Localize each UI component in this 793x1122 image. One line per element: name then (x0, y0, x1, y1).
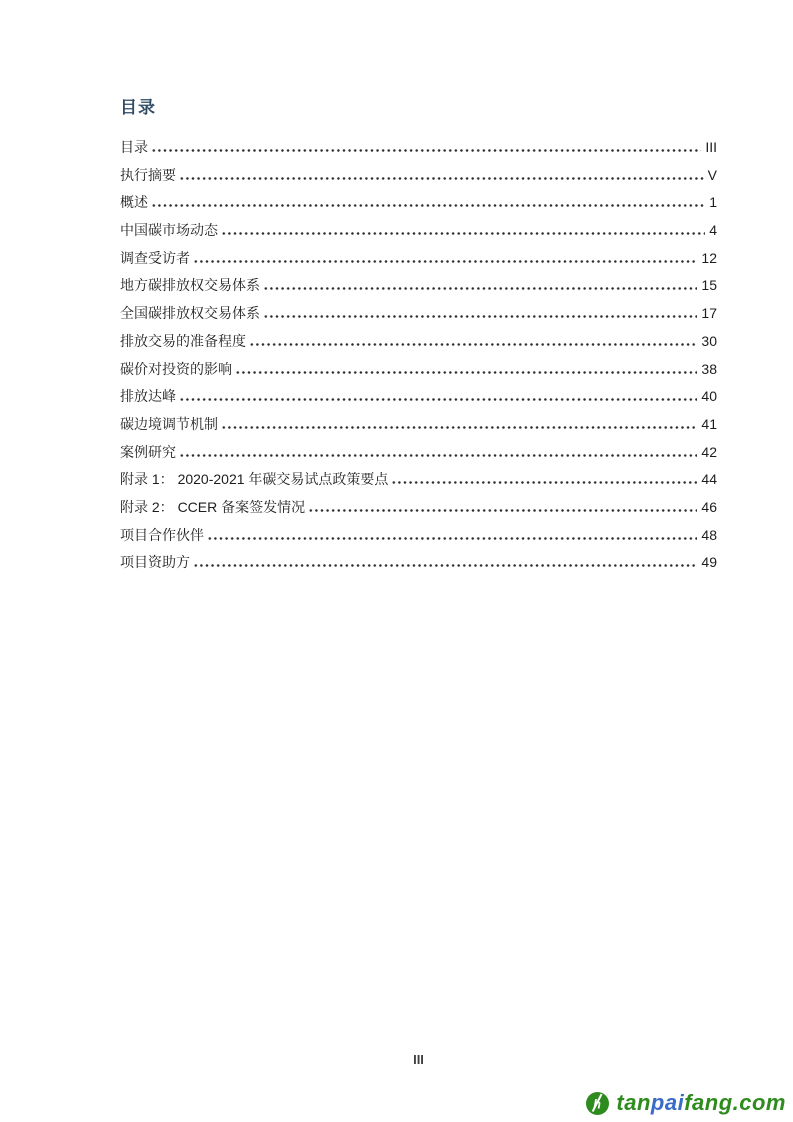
toc-entry-page-number: 15 (701, 277, 717, 294)
toc-entry[interactable] (120, 248, 717, 276)
toc-leader-dots (263, 306, 697, 318)
tanpaifang-logo-icon (585, 1091, 610, 1116)
toc-entry[interactable] (120, 331, 717, 359)
toc-entry[interactable] (120, 192, 717, 220)
toc-entry[interactable] (120, 386, 717, 414)
toc-entry[interactable] (120, 275, 717, 303)
toc-entry[interactable] (120, 552, 717, 580)
toc-leader-dots (308, 500, 697, 512)
toc-entry-page-number: 49 (701, 554, 717, 571)
toc-leader-dots (249, 334, 697, 346)
toc-leader-dots (179, 389, 697, 401)
toc-entry-page-number: 30 (701, 332, 717, 349)
toc-entry-page-number: 40 (701, 388, 717, 405)
toc-entry-page-number: 41 (701, 415, 717, 432)
toc-heading: 目录 (120, 98, 156, 117)
toc-leader-dots (263, 278, 697, 290)
toc-entry-title: 案例研究 (120, 443, 176, 460)
toc-leader-dots (391, 472, 697, 484)
brand-text-fang: fang.com (684, 1090, 786, 1115)
toc-entry[interactable] (120, 414, 717, 442)
toc-entry-page-number: III (705, 139, 717, 155)
toc-entry[interactable] (120, 137, 717, 165)
page-footer (120, 1052, 717, 1067)
toc-entry-page-number: 46 (701, 498, 717, 515)
tanpaifang-watermark[interactable] (585, 1090, 786, 1116)
toc-entry[interactable] (120, 220, 717, 248)
toc-entry-title: 中国碳市场动态 (120, 222, 218, 239)
toc-leader-dots (193, 555, 697, 567)
toc-leader-dots (221, 417, 697, 429)
toc-entry-title: 碳边境调节机制 (120, 415, 218, 432)
brand-text-pai: pai (650, 1090, 685, 1115)
toc-leader-dots (193, 251, 697, 263)
toc-entry-title: 排放交易的准备程度 (120, 332, 246, 349)
toc-entry-title: 附录 2： CCER 备案签发情况 (120, 498, 306, 515)
brand-text-tan: tan (616, 1090, 651, 1115)
toc-entry-title: 调查受访者 (120, 249, 190, 266)
toc-entry-title: 附录 1： 2020-2021 年碳交易试点政策要点 (120, 471, 389, 488)
toc-entry-page-number: 44 (701, 471, 717, 488)
toc-leader-dots (179, 445, 697, 457)
toc-leader-dots (207, 528, 697, 540)
toc-entry-page-number: 17 (701, 305, 717, 322)
toc-leader-dots (221, 223, 705, 235)
toc-leader-dots (151, 140, 701, 152)
toc-leader-dots (151, 195, 705, 207)
toc-leader-dots (235, 362, 697, 374)
toc-entry[interactable] (120, 469, 717, 497)
tanpaifang-brand-text (616, 1090, 786, 1116)
toc-entry-title: 全国碳排放权交易体系 (120, 305, 260, 322)
svg-text:h: h (593, 1097, 602, 1111)
toc-entry-page-number: 12 (701, 249, 717, 266)
toc-leader-dots (179, 168, 704, 180)
toc-entry-page-number: 4 (709, 222, 717, 239)
toc-entry[interactable] (120, 525, 717, 553)
toc-entry-page-number: V (707, 166, 717, 183)
toc-entry-title: 执行摘要 (120, 166, 176, 183)
toc-entry[interactable] (120, 497, 717, 525)
footer-page-number: III (413, 1052, 424, 1067)
toc-entry-title: 排放达峰 (120, 388, 176, 405)
toc-entry-title: 概述 (120, 194, 148, 211)
toc-entry[interactable] (120, 359, 717, 387)
toc-entry-title: 项目资助方 (120, 554, 190, 571)
toc-entry-title: 项目合作伙伴 (120, 526, 204, 543)
toc-entry-title: 碳价对投资的影响 (120, 360, 232, 377)
toc-entry-page-number: 42 (701, 443, 717, 460)
toc-entry-title: 目录 (120, 139, 148, 155)
toc-list (120, 137, 717, 580)
toc-entry-page-number: 1 (709, 194, 717, 211)
toc-entry[interactable] (120, 303, 717, 331)
toc-entry-title: 地方碳排放权交易体系 (120, 277, 260, 294)
toc-entry[interactable] (120, 165, 717, 193)
toc-entry[interactable] (120, 442, 717, 470)
toc-entry-page-number: 48 (701, 526, 717, 543)
toc-entry-page-number: 38 (701, 360, 717, 377)
